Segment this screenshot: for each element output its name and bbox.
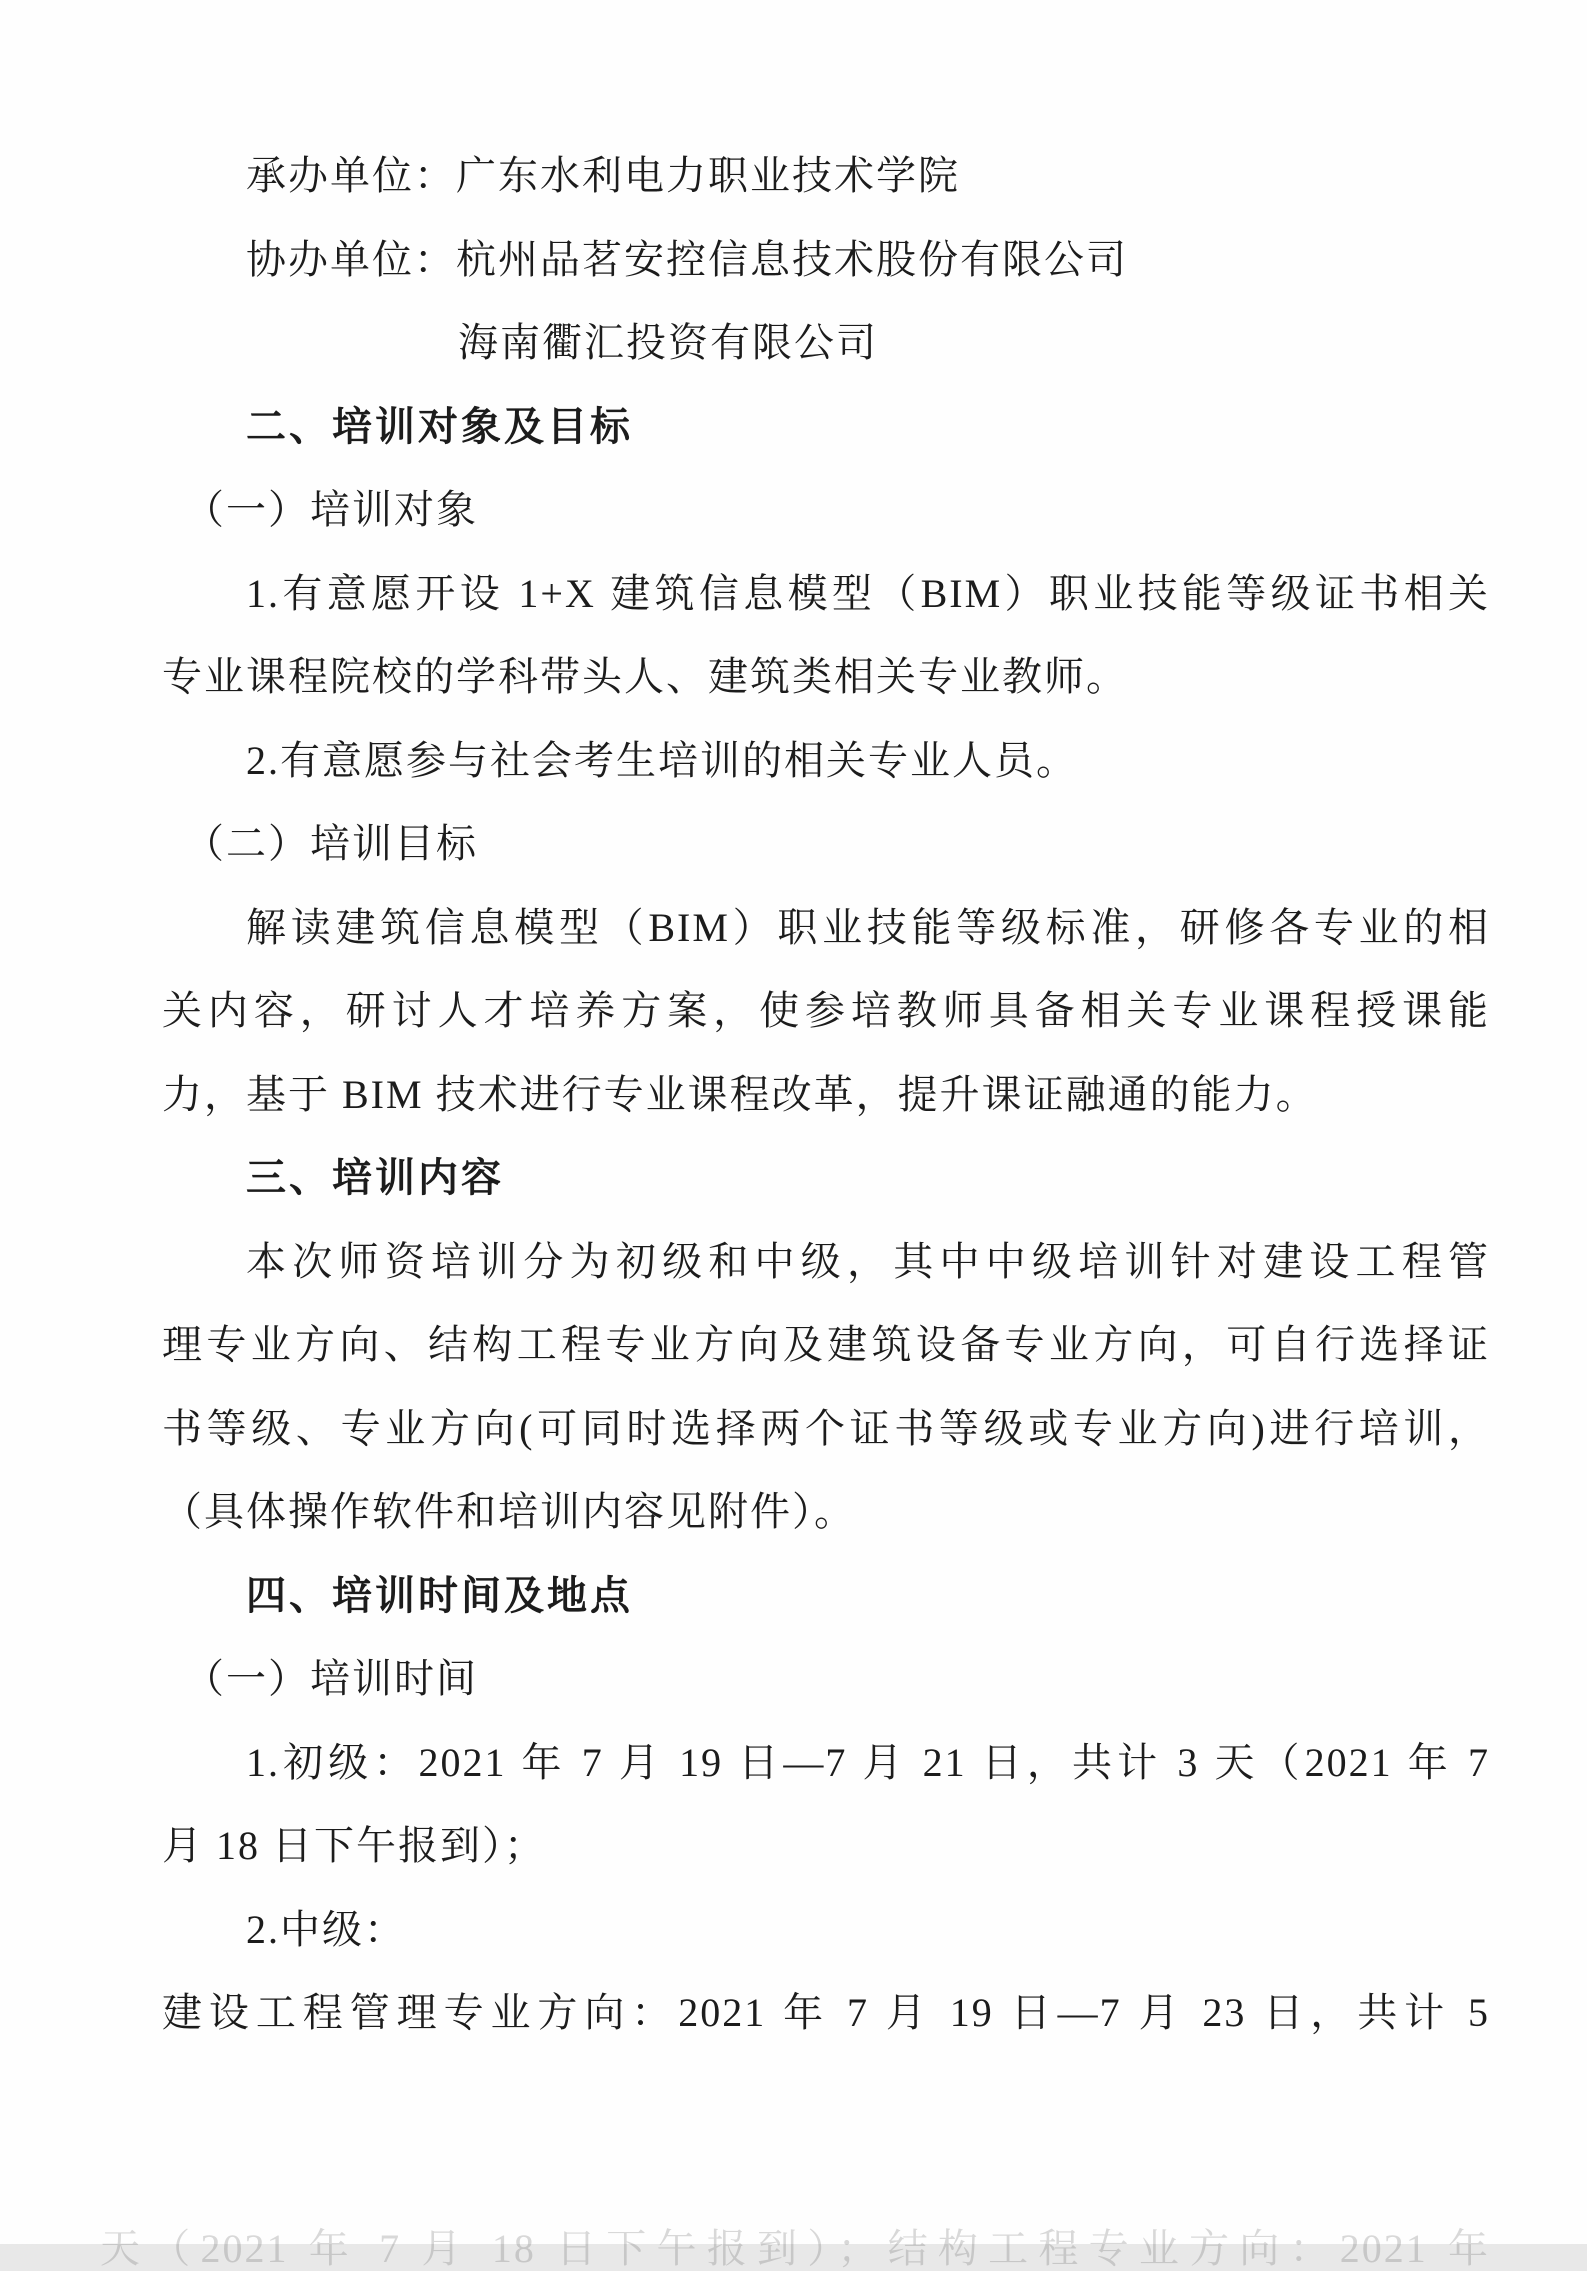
text-line: （具体操作软件和培训内容见附件）。 — [162, 1489, 856, 1534]
text-line: 专业课程院校的学科带头人、建筑类相关专业教师。 — [162, 654, 1128, 699]
text-line: 建设工程管理专业方向：2021 年 7 月 19 日—7 月 23 日，共计 5 — [162, 1990, 1490, 2035]
text-line: 解读建筑信息模型（BIM）职业技能等级标准，研修各专业的相 — [246, 904, 1490, 950]
text-line: 理专业方向、结构工程专业方向及建筑设备专业方向，可自行选择证 — [162, 1322, 1490, 1367]
text-line: 本次师资培训分为初级和中级，其中中级培训针对建设工程管 — [246, 1238, 1490, 1284]
text-line: 2.中级： — [246, 1906, 406, 1952]
text-line: （一）培训对象 — [184, 487, 478, 532]
text-line: 协办单位：杭州品茗安控信息技术股份有限公司 — [246, 236, 1128, 282]
partial-cutoff-text-line: 天（2021 年 7 月 18 日下午报到）；结构工程专业方向：2021 年 — [100, 2226, 1490, 2271]
section-heading: 四、培训时间及地点 — [246, 1572, 633, 1618]
text-line: （一）培训时间 — [184, 1656, 478, 1701]
text-line: 月 18 日下午报到）； — [162, 1823, 546, 1868]
text-line: （二）培训目标 — [184, 821, 478, 866]
text-line: 1.初级：2021 年 7 月 19 日—7 月 21 日，共计 3 天（2021 年 7 — [246, 1739, 1490, 1785]
section-heading: 三、培训内容 — [246, 1155, 504, 1200]
text-line: 海南衢汇投资有限公司 — [458, 320, 878, 365]
text-line: 书等级、专业方向(可同时选择两个证书等级或专业方向)进行培训， — [162, 1405, 1490, 1451]
text-line: 1.有意愿开设 1+X 建筑信息模型（BIM）职业技能等级证书相关 — [246, 570, 1490, 616]
text-line: 力，基于 BIM 技术进行专业课程改革，提升课证融通的能力。 — [162, 1071, 1318, 1117]
section-heading: 二、培训对象及目标 — [246, 403, 633, 449]
text-line: 2.有意愿参与社会考生培训的相关专业人员。 — [246, 737, 1078, 783]
text-line: 关内容，研讨人才培养方案，使参培教师具备相关专业课程授课能 — [162, 988, 1490, 1033]
text-line: 承办单位：广东水利电力职业技术学院 — [246, 153, 960, 198]
text-block — [162, 134, 1490, 2055]
